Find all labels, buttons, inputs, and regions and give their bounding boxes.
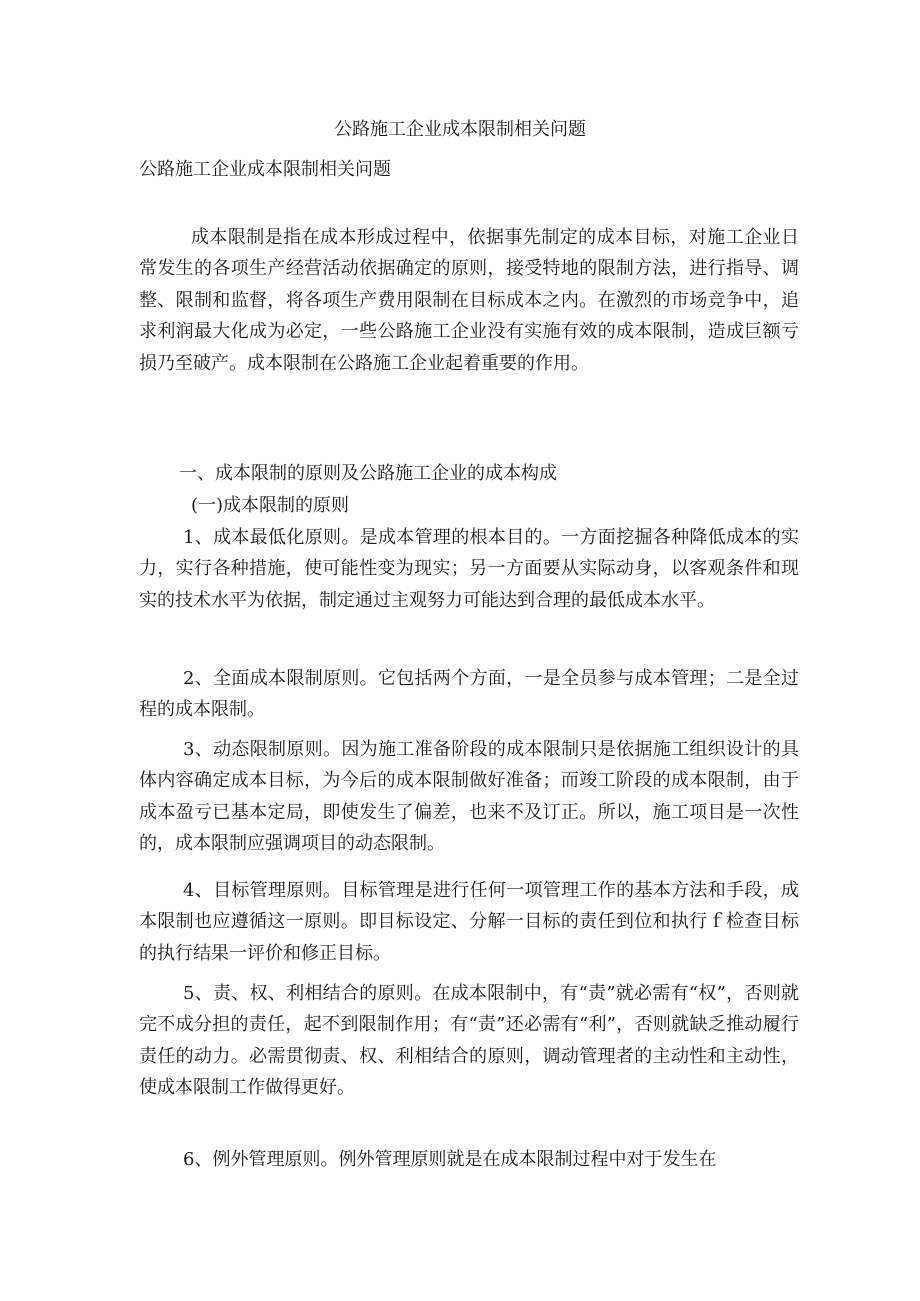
principle-paragraph-3: 3、动态限制原则。因为施工准备阶段的成本限制只是依据施工组织设计的具体内容确定成本目标，为今后的成本限制做好准备；而竣工阶段的成本限制，由于成本盈亏已基本定局，即使发生了偏差，也来不及订正。所以，施工项目是一次性的，成本限制应强调项目的动态限制。 <box>139 739 799 855</box>
principle-paragraph-1: 1、成本最低化原则。是成本管理的根本目的。一方面挖掘各种降低成本的实力，实行各种措施，使可能性变为现实；另一方面要从实际动身，以客观条件和现实的技术水平为依据，制定通过主观努力可能达到合理的最低成本水平。 <box>139 527 799 611</box>
principle-paragraph-4: 4、目标管理原则。目标管理是进行任何一项管理工作的基本方法和手段，成本限制也应遵循这一原则。即目标设定、分解一目标的责任到位和执行ｆ检查目标的执行结果一评价和修正目标。 <box>139 880 799 964</box>
principle-paragraph-6: 6、例外管理原则。例外管理原则就是在成本限制过程中对于发生在 <box>183 1149 717 1170</box>
principle-paragraph-2: 2、全面成本限制原则。它包括两个方面，一是全员参与成本管理；二是全过程的成本限制。 <box>139 668 799 721</box>
document-subtitle: 公路施工企业成本限制相关问题 <box>139 159 391 180</box>
principle-paragraph-5: 5、责、权、利相结合的原则。在成本限制中，有“责”就必需有“权”，否则就完不成分担的责任，起不到限制作用；有“责”还必需有“利”，否则就缺乏推动履行责任的动力。必需贯彻责、权、利相结合的原则，调动管理者的主动性和主动性，使成本限制工作做得更好。 <box>139 983 799 1099</box>
section-heading: 一、成本限制的原则及公路施工企业的成本构成 <box>179 463 557 484</box>
intro-paragraph: 成本限制是指在成本形成过程中，依据事先制定的成本目标，对施工企业日常发生的各项生产经营活动依据确定的原则，接受特地的限制方法，进行指导、调整、限制和监督，将各项生产费用限制在目标成本之内。在激烈的市场竞争中，追求利润最大化成为必定，一些公路施工企业没有实施有效的成本限制，造成巨额亏损乃至破产。成本限制在公路施工企业起着重要的作用。 <box>139 227 799 374</box>
subsection-heading: (一)成本限制的原则 <box>191 495 350 516</box>
document-title: 公路施工企业成本限制相关问题 <box>334 119 586 140</box>
